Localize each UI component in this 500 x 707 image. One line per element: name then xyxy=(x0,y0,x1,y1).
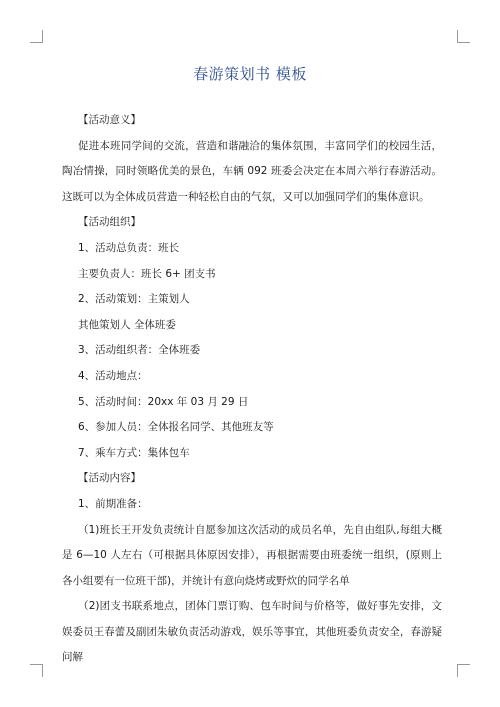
org-item-other-planners: 其他策划人 全体班委 xyxy=(78,318,176,331)
org-item-planning: 2、活动策划：主策划人 xyxy=(78,293,190,306)
page-corner-mark-bottom-left xyxy=(30,664,43,677)
document-title: 春游策划书 模板 xyxy=(193,65,307,83)
page-corner-mark-top-right xyxy=(457,30,470,43)
org-item-leader: 1、活动总负责：班长 xyxy=(78,241,180,254)
section-heading-organization: 【活动组织】 xyxy=(78,216,141,229)
content-item-preparation: 1、前期准备： xyxy=(78,497,148,510)
section-heading-significance: 【活动意义】 xyxy=(78,114,141,126)
paragraph-preparation-1: （1)班长王开发负责统计自愿参加这次活动的成员名单，先自由组队,每组大概是 6—10 人左右（可根据具体原因安排），再根据需要由班委统一组织，(原则上各小组要有一位班干部)，并统计有意向烧烤或野炊的同学名单 xyxy=(62,523,442,587)
page-corner-mark-top-left xyxy=(30,30,43,43)
paragraph-preparation-2: （2)团支书联系地点，团体门票订购、包车时间与价格等，做好事先安排，文娱委员王春蕾及副团朱敏负责活动游戏，娱乐等事宜，其他班委负责安全，春游疑问解 xyxy=(62,600,442,664)
org-item-location: 4、活动地点： xyxy=(78,369,148,382)
org-item-transport: 7、乘车方式：集体包车 xyxy=(78,446,190,459)
document-body xyxy=(62,108,442,671)
org-item-participants: 6、参加人员：全体报名同学、其他班友等 xyxy=(78,421,274,434)
org-item-main-responsible: 主要负责人：班长 6+ 团支书 xyxy=(78,267,216,280)
org-item-time: 5、活动时间：20xx 年 03 月 29 日 xyxy=(78,395,249,408)
section-heading-content: 【活动内容】 xyxy=(78,472,141,485)
org-item-organizers: 3、活动组织者：全体班委 xyxy=(78,344,201,357)
paragraph-significance: 促进本班同学间的交流，营造和谐融洽的集体氛围，丰富同学们的校园生活，陶冶情操，同时领略优美的景色，车辆 092 班委会决定在本周六举行春游活动。这既可以为全体成员营造一种轻松自由的气氛，又可以加强同学们的集体意识。 xyxy=(62,139,442,203)
page-corner-mark-bottom-right xyxy=(457,664,470,677)
